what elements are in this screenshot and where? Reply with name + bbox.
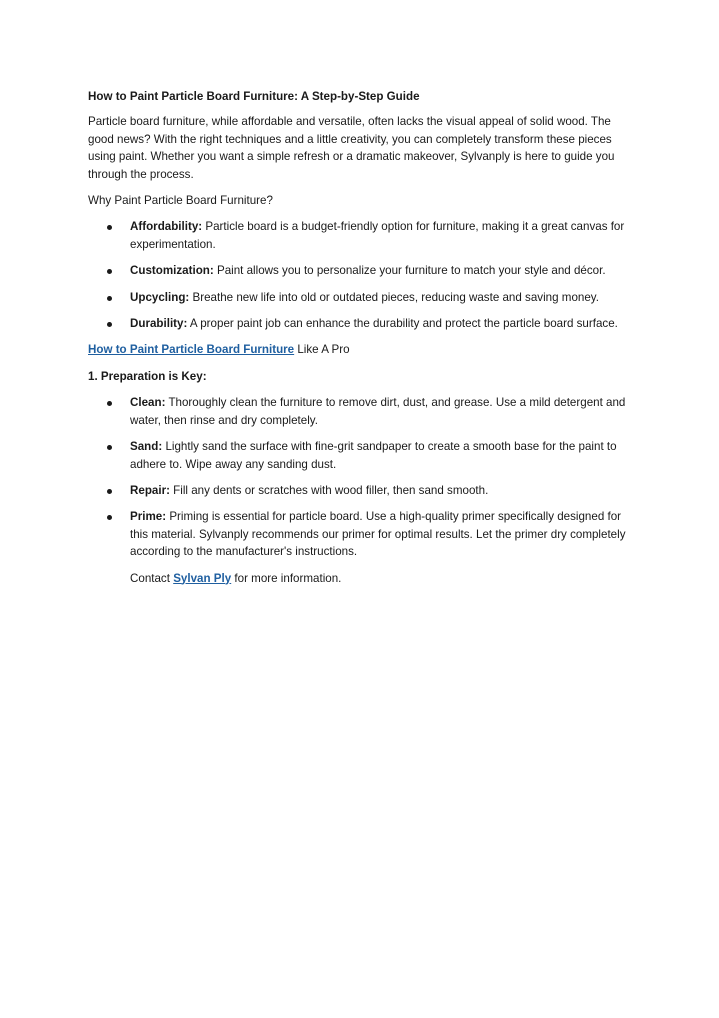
bullet-icon xyxy=(107,489,112,494)
contact-suffix: for more information. xyxy=(231,571,342,585)
preparation-heading: 1. Preparation is Key: xyxy=(88,369,207,383)
howto-heading-rest: Like A Pro xyxy=(294,343,350,357)
contact-prefix: Contact xyxy=(130,571,174,585)
list-item xyxy=(88,508,631,560)
document-title: How to Paint Particle Board Furniture: A Step-by-Step Guide xyxy=(88,90,420,103)
item-text: A proper paint job can enhance the durability and protect the particle board surface. xyxy=(187,317,618,331)
list-item xyxy=(88,289,631,306)
list-item xyxy=(88,218,631,253)
item-label: Affordability: xyxy=(130,220,203,234)
item-text: Lightly sand the surface with fine-grit sandpaper to create a smooth base for the paint to adhere to. Wipe away any sanding dust. xyxy=(130,440,617,471)
item-label: Repair: xyxy=(130,483,170,497)
item-label: Upcycling: xyxy=(130,290,190,304)
item-text: Priming is essential for particle board. Use a high-quality primer specifically designed for this material. Sylvanply recommends our primer for optimal results. Let the primer dry completely according to the manufacturer's instructions. xyxy=(130,510,626,559)
bullet-icon xyxy=(107,515,112,520)
item-label: Sand: xyxy=(130,440,163,454)
bullet-icon xyxy=(107,225,112,230)
sylvan-ply-link[interactable]: Sylvan Ply xyxy=(173,571,232,585)
item-label: Durability: xyxy=(130,317,188,331)
why-list xyxy=(88,218,631,332)
item-text: Paint allows you to personalize your furniture to match your style and décor. xyxy=(213,264,606,278)
preparation-list xyxy=(88,394,631,560)
item-text: Fill any dents or scratches with wood filler, then sand smooth. xyxy=(169,483,489,497)
item-label: Customization: xyxy=(130,264,214,278)
why-heading: Why Paint Particle Board Furniture? xyxy=(88,194,273,208)
bullet-icon xyxy=(107,401,112,406)
howto-heading xyxy=(88,341,631,358)
list-item xyxy=(88,482,631,499)
bullet-icon xyxy=(107,322,112,327)
intro-paragraph: Particle board furniture, while affordable and versatile, often lacks the visual appeal of solid wood. The good news? With the right techniques and a little creativity, you can completely transform these pieces using paint. Whether you want a simple refresh or a dramatic makeover, Sylvanply is here to guide you through the process. xyxy=(88,115,615,181)
bullet-icon xyxy=(107,296,112,301)
list-item xyxy=(88,315,631,332)
howto-link[interactable]: How to Paint Particle Board Furniture xyxy=(88,343,295,357)
item-label: Clean: xyxy=(130,396,166,410)
list-item xyxy=(88,438,631,473)
list-item xyxy=(88,394,631,429)
bullet-icon xyxy=(107,269,112,274)
contact-line xyxy=(88,570,631,587)
list-item xyxy=(88,262,631,279)
item-text: Thoroughly clean the furniture to remove dirt, dust, and grease. Use a mild detergent and water, then rinse and dry completely. xyxy=(130,396,626,427)
item-text: Particle board is a budget-friendly option for furniture, making it a great canvas for experimentation. xyxy=(130,220,625,251)
bullet-icon xyxy=(107,445,112,450)
item-label: Prime: xyxy=(130,510,167,524)
item-text: Breathe new life into old or outdated pieces, reducing waste and saving money. xyxy=(189,290,599,304)
